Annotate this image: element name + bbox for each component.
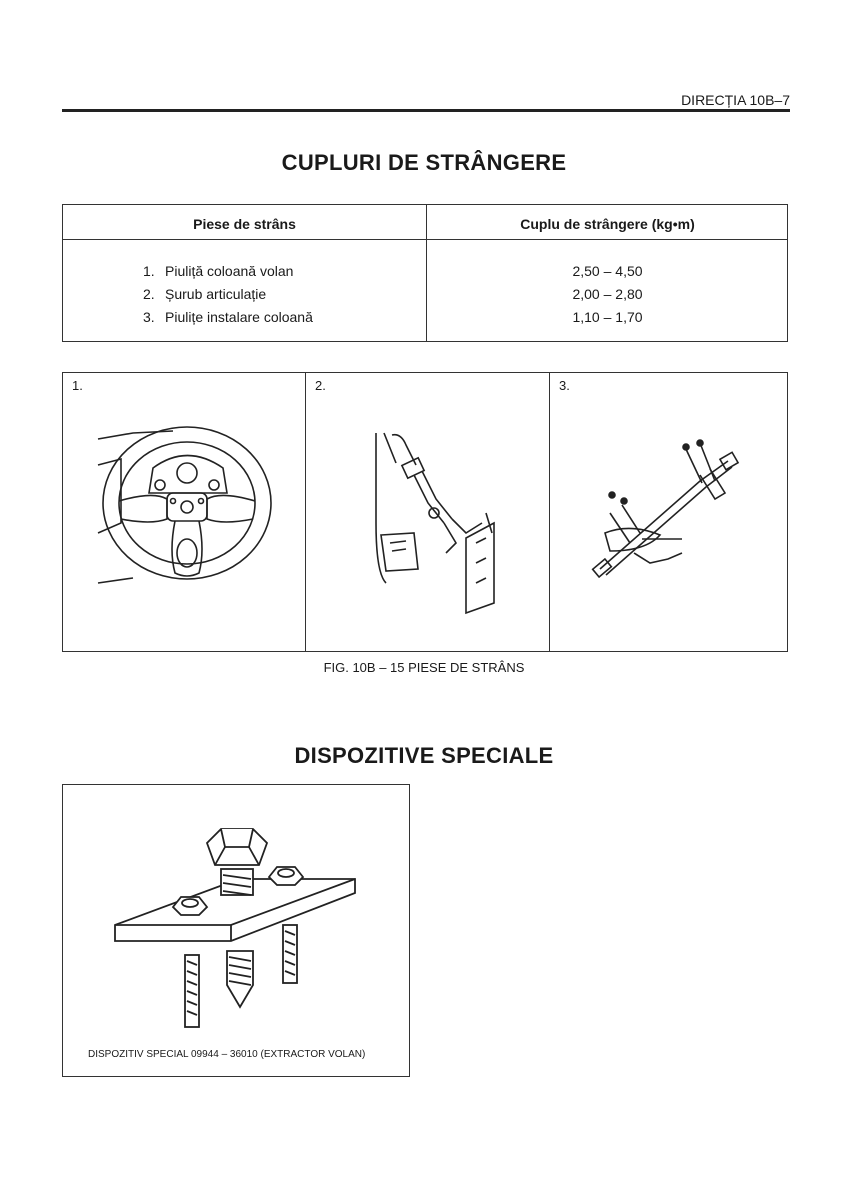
page-header-title: DIRECȚIA 10B–7 — [681, 92, 790, 108]
panel-number: 1. — [72, 378, 83, 393]
figure-panel-shaft-joint — [306, 373, 549, 651]
panel-number: 2. — [315, 378, 326, 393]
special-tool-caption: DISPOZITIV SPECIAL 09944 – 36010 (EXTRACTOR VOLAN) — [88, 1049, 366, 1060]
torque-figure — [62, 372, 788, 652]
row-torque: 2,00 – 2,80 — [572, 286, 643, 302]
table-header-parts: Piese de strâns — [193, 216, 296, 232]
figure-caption: FIG. 10B – 15 PIESE DE STRÂNS — [323, 660, 525, 675]
figure-panel-column-mount — [550, 373, 788, 651]
row-part: Piuliță coloană volan — [165, 263, 294, 279]
row-part: Piulițe instalare coloană — [165, 309, 313, 325]
panel-number: 3. — [559, 378, 570, 393]
column-mount-illustration — [550, 373, 788, 651]
row-part: Șurub articulație — [165, 286, 267, 302]
table-header-torque: Cuplu de strângere (kg•m) — [520, 216, 695, 232]
header-rule — [62, 109, 790, 112]
row-number: 2. — [143, 286, 155, 302]
row-torque: 1,10 – 1,70 — [572, 309, 643, 325]
shaft-joint-illustration — [306, 373, 549, 651]
table-row — [143, 286, 266, 302]
special-tool-figure — [62, 784, 410, 1077]
wheel-puller-illustration — [63, 785, 409, 1045]
table-header-divider — [63, 239, 787, 240]
row-number: 3. — [143, 309, 155, 325]
steering-wheel-illustration — [63, 373, 305, 651]
table-row — [143, 263, 293, 279]
torque-table — [62, 204, 788, 342]
row-number: 1. — [143, 263, 155, 279]
row-torque: 2,50 – 4,50 — [572, 263, 643, 279]
section-title-special-tools: DISPOZITIVE SPECIALE — [294, 743, 554, 768]
table-row — [143, 309, 313, 325]
section-title-torques: CUPLURI DE STRÂNGERE — [281, 150, 567, 175]
figure-panel-steering-wheel — [63, 373, 305, 651]
